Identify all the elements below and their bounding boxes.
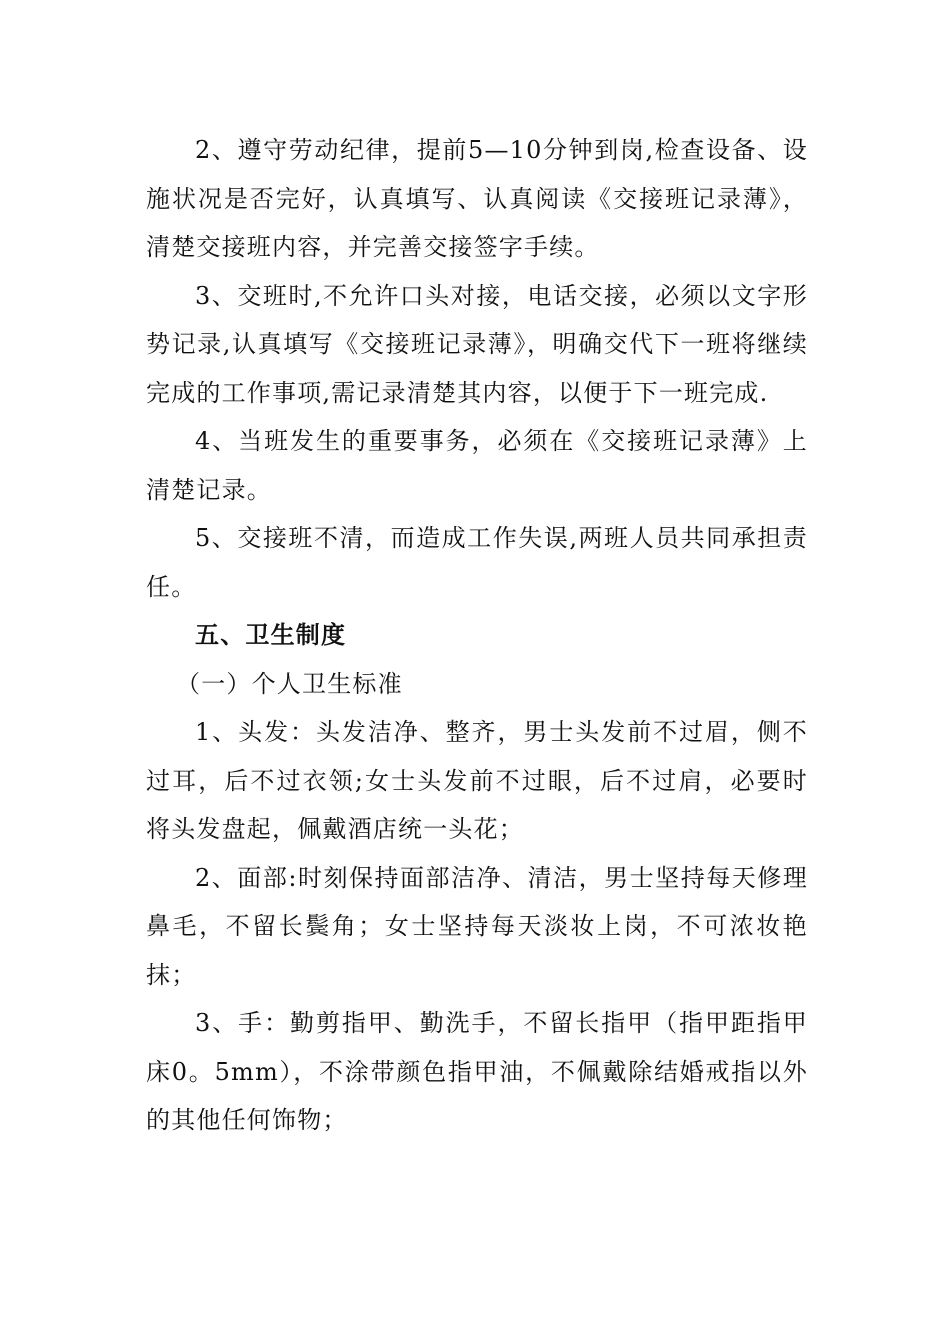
paragraph-item-2-face: 2、面部:时刻保持面部洁净、清洁，男士坚持每天修理鼻毛，不留长鬓角；女士坚持每天淡妆上岗，不可浓妆艳抹； <box>146 863 808 989</box>
paragraph-item-5-responsibility: 5、交接班不清，而造成工作失误,两班人员共同承担责任。 <box>146 524 808 601</box>
section-heading-hygiene: 五、卫生制度 <box>195 620 347 649</box>
paragraph-item-3-written-handover: 3、交班时,不允许口头对接，电话交接，必须以文字形势记录,认真填写《交接班记录薄》，明确交代下一班将继续完成的工作事项,需记录清楚其内容，以便于下一班完成. <box>146 281 808 407</box>
document-body <box>146 126 808 1145</box>
subsection-heading-personal-hygiene: （一）个人卫生标准 <box>176 669 403 698</box>
paragraph-item-4-important-matters: 4、当班发生的重要事务，必须在《交接班记录薄》上清楚记录。 <box>146 427 808 504</box>
paragraph-item-2-handover-punctuality: 2、遵守劳动纪律，提前5—10分钟到岗,检查设备、设施状况是否完好，认真填写、认真阅读《交接班记录薄》，清楚交接班内容，并完善交接签字手续。 <box>146 136 808 261</box>
paragraph-item-3-hands: 3、手：勤剪指甲、勤洗手，不留长指甲（指甲距指甲床0。5mm），不涂带颜色指甲油，不佩戴除结婚戒指以外的其他任何饰物； <box>146 1009 808 1134</box>
paragraph-item-1-hair: 1、头发：头发洁净、整齐，男士头发前不过眉，侧不过耳，后不过衣领;女士头发前不过眼，后不过肩，必要时将头发盘起，佩戴酒店统一头花； <box>146 718 808 843</box>
